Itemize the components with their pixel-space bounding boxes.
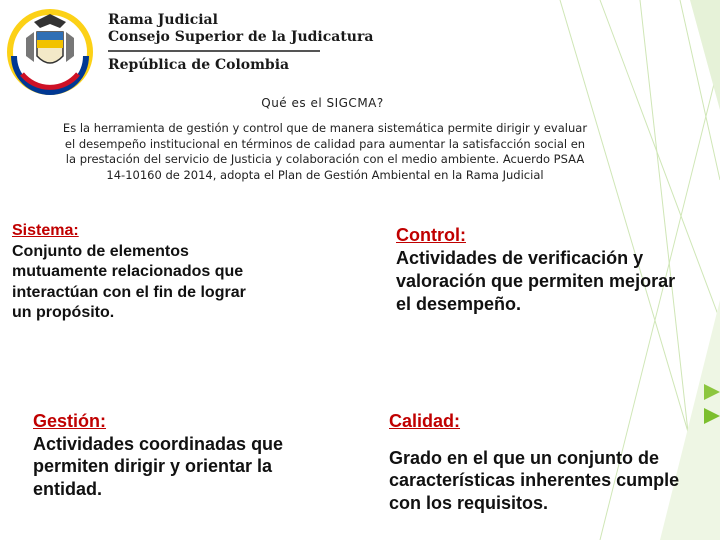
concept-gestion xyxy=(33,410,293,500)
concept-control-term: Control: xyxy=(396,225,466,245)
concept-gestion-term: Gestión: xyxy=(33,411,107,431)
logo-line-republica: República de Colombia xyxy=(108,57,290,73)
logo-line-rama: Rama Judicial xyxy=(108,12,218,28)
slide-description: Es la herramienta de gestión y control que de manera sistemática permite dirigir y evaluar el desempeño institucional en términos de calidad para aumentar la satisfacción social en la prestación del servicio de Justicia y colaboración con el medio ambiente. Acuerdo PSAA 14-10160 de 2014, adopta el Plan de Gestión Ambiental en la Rama Judicial xyxy=(62,121,588,182)
green-arrow-icon xyxy=(704,408,720,424)
slide-title: Qué es el SIGCMA? xyxy=(261,96,384,110)
concept-control-definition: Actividades de verificación y valoración que permiten mejorar el desempeño. xyxy=(396,248,676,314)
concept-control xyxy=(396,224,686,316)
logo-line-consejo: Consejo Superior de la Judicatura xyxy=(108,29,374,45)
colombia-coat-of-arms-icon xyxy=(4,4,96,96)
concept-calidad xyxy=(389,410,689,514)
concept-sistema-term: Sistema: xyxy=(12,222,79,239)
concept-gestion-definition: Actividades coordinadas que permiten dirigir y orientar la entidad. xyxy=(33,433,284,499)
green-arrow-icon xyxy=(704,384,720,400)
concept-calidad-term: Calidad: xyxy=(389,411,461,431)
logo-divider xyxy=(108,50,320,52)
institution-logo-text xyxy=(108,12,373,73)
concept-calidad-definition: Grado en el que un conjunto de características inherentes cumple con los requisitos. xyxy=(389,447,680,513)
concept-sistema xyxy=(12,221,262,324)
concept-sistema-definition: Conjunto de elementos mutuamente relacionados que interactúan con el fin de lograr un propósito. xyxy=(12,242,246,321)
